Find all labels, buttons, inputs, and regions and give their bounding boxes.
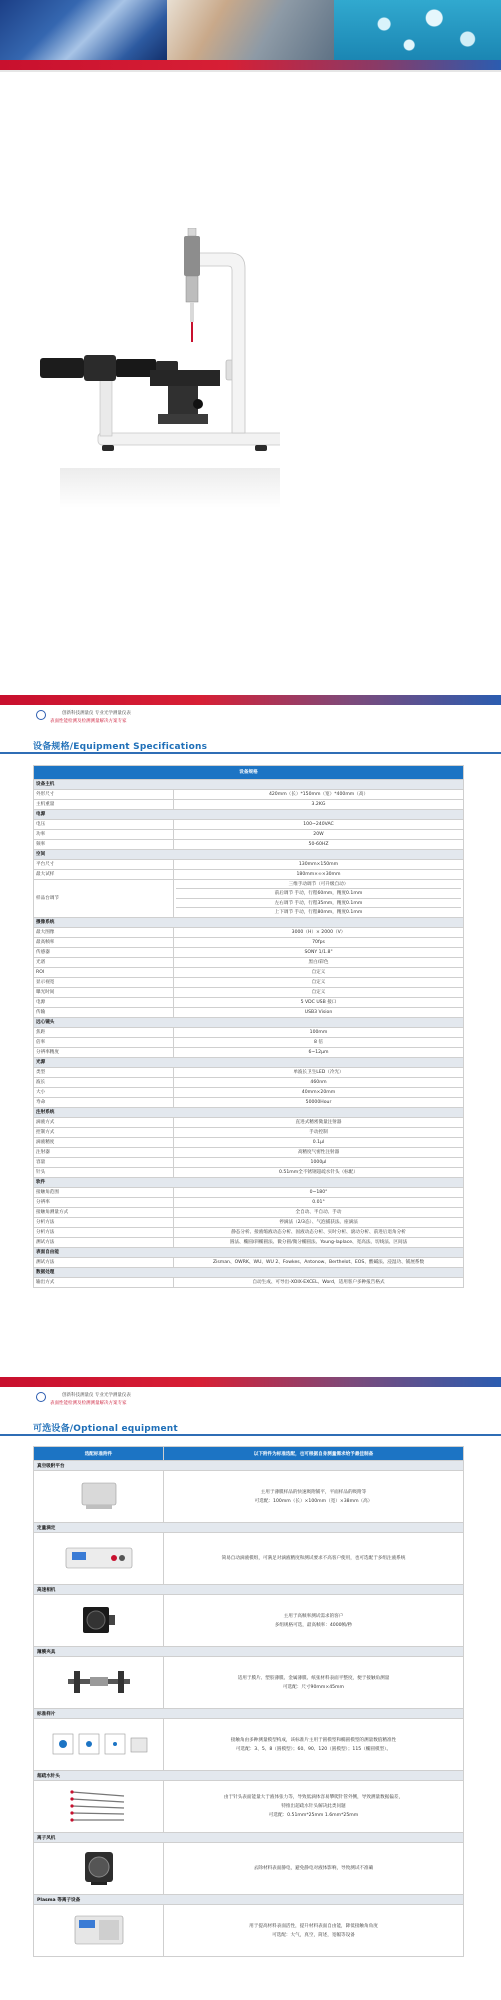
optional-item-name: 超疏水针头 [34, 1771, 464, 1781]
optional-item-description: 可选配：100mm（长）×100mm（宽）×38mm（高） [254, 1498, 373, 1504]
spec-value-line: 三维手动调节（可升级自动） [176, 880, 461, 889]
banner-lab-image [167, 0, 334, 60]
spec-row [34, 1238, 464, 1248]
optional-item-description: 可选配：大气，真空，简述，宽幅等设备 [272, 1932, 355, 1938]
spec-value: 高精度气密性注射器 [174, 1148, 464, 1158]
optional-category-row [34, 1709, 464, 1719]
banner-circuit-image [0, 0, 167, 60]
spec-key: 传感器 [34, 948, 174, 958]
optional-category-row [34, 1523, 464, 1533]
optional-item-name: 高速相机 [34, 1585, 464, 1595]
optional-section-band [0, 1377, 501, 1387]
spec-key: 样品台调节 [34, 880, 174, 918]
spec-row [34, 1148, 464, 1158]
spec-row [34, 948, 464, 958]
equipment-thumbnail [79, 1603, 119, 1639]
optional-item-image [34, 1843, 164, 1895]
spec-key: 主机重量 [34, 800, 174, 810]
spec-row [34, 830, 464, 840]
spec-value: 180mm×∞×30mm [174, 870, 464, 880]
optional-item-description: 可选配：0.51mm*25mm 1.6mm*25mm [268, 1813, 359, 1818]
spec-key: 分辨率 [34, 1198, 174, 1208]
spec-row [34, 1228, 464, 1238]
spec-row [34, 1128, 464, 1138]
spec-value: 130mm×150mm [174, 860, 464, 870]
spec-value: 0~180° [174, 1188, 464, 1198]
spec-value: 5 VDC USB 接口 [174, 998, 464, 1008]
spec-row [34, 1138, 464, 1148]
spec-row [34, 1258, 464, 1268]
spec-row [34, 928, 464, 938]
spec-value: 自定义 [174, 988, 464, 998]
spec-value: 3.2KG [174, 800, 464, 810]
spec-value: 1000μl [174, 1158, 464, 1168]
optional-item-row [34, 1657, 464, 1709]
spec-value: 100~240VAC [174, 820, 464, 830]
spec-row [34, 840, 464, 850]
spec-key: 大小 [34, 1088, 174, 1098]
spec-category-row [34, 1248, 464, 1258]
spec-key: 功率 [34, 830, 174, 840]
spec-row [34, 988, 464, 998]
spec-value: 100mm [174, 1028, 464, 1038]
spec-category-label: 摄像系统 [34, 918, 464, 928]
optional-item-image [34, 1471, 164, 1523]
spec-row [34, 1168, 464, 1178]
optional-item-row [34, 1781, 464, 1833]
optional-item-image [34, 1595, 164, 1647]
spec-key: 电源 [34, 998, 174, 1008]
equipment-thumbnail [64, 1786, 134, 1828]
spec-category-row [34, 850, 464, 860]
spec-category-label: 电源 [34, 810, 464, 820]
instrument-reflection [60, 468, 280, 508]
equipment-thumbnail [76, 1481, 122, 1513]
spec-row [34, 1008, 464, 1018]
spec-value: 自定义 [174, 968, 464, 978]
optional-item-row [34, 1719, 464, 1771]
optional-item-name: 薄膜夹具 [34, 1647, 464, 1657]
spec-key: 接触角测量方式 [34, 1208, 174, 1218]
spec-row [34, 1158, 464, 1168]
spec-key: 光谱 [34, 958, 174, 968]
spec-value: 40mm×20mm [174, 1088, 464, 1098]
spec-category-row [34, 810, 464, 820]
spec-value: 静态分析、接液缩液动态分析、固液动态分析、实时分析、滚动分析、前进后退角分析 [174, 1228, 464, 1238]
spec-key: 滴液方式 [34, 1118, 174, 1128]
optional-section-title: 可选设备/Optional equipment [33, 1424, 178, 1434]
spec-value: 420mm（长）*150mm（宽）*400mm（高） [174, 790, 464, 800]
spec-key: 输出方式 [34, 1278, 174, 1288]
spec-key: 注射器 [34, 1148, 174, 1158]
spec-row [34, 1088, 464, 1098]
optional-item-image [34, 1657, 164, 1709]
spec-value: 直进式精密微量注射器 [174, 1118, 464, 1128]
spec-value: SONY 1/1.8" [174, 948, 464, 958]
spec-value: 70fps [174, 938, 464, 948]
equipment-thumbnail [49, 1730, 149, 1760]
spec-category-label: 数据处理 [34, 1268, 464, 1278]
spec-key: 焦距 [34, 1028, 174, 1038]
spec-key: 容量 [34, 1158, 174, 1168]
spec-row [34, 958, 464, 968]
spec-row [34, 938, 464, 948]
spec-row [34, 1198, 464, 1208]
equipment-thumbnail [64, 1544, 134, 1574]
optional-item-description: 可选配：3、5、8（圆模型）；60、90、120（圆模型）；115（椭圆模型）。 [235, 1746, 392, 1752]
spec-category-label: 光源 [34, 1058, 464, 1068]
spec-row [34, 1188, 464, 1198]
brand-logo-icon [36, 710, 46, 720]
banner-red-stripe [0, 60, 501, 70]
spec-category-row [34, 1058, 464, 1068]
optional-item-description: 用于提高材料表面活性，提升材料表面自由能，降低接触角角度 [249, 1923, 378, 1929]
optional-item-description: 接触角由多种测量模型构成，该标准片主用于圆模型和椭圆模型的测量数值精准性 [230, 1737, 397, 1743]
optional-item-description: 适用于膜片、塑胶薄膜、金属薄膜、纸张材料表面平整度，便于接触角测量 [237, 1675, 390, 1681]
equipment-thumbnail [64, 1667, 134, 1699]
spec-row [34, 800, 464, 810]
optional-item-description: 由于针头表面能量大于液体张力等，导致低滴体容易攀爬针管外侧，导致测量数据偏差， [223, 1795, 404, 1800]
optional-item-description: 去除材料表面静电，避免静电对液体影响，导致测试不准确 [253, 1866, 374, 1871]
spec-category-row [34, 780, 464, 790]
spec-category-label: 远心镜头 [34, 1018, 464, 1028]
spec-key: 寿命 [34, 1098, 174, 1108]
optional-item-name: 离子风机 [34, 1833, 464, 1843]
spec-value: 停滴法（2/3态）、气泡捕获法、座滴法 [174, 1218, 464, 1228]
spec-row [34, 968, 464, 978]
spec-row [34, 1278, 464, 1288]
spec-value: 3000（H）× 2000（V） [174, 928, 464, 938]
spec-key: ROI [34, 968, 174, 978]
optional-item-description: 主用于高帧率测试需求的客户 [283, 1613, 344, 1619]
spec-row [34, 1028, 464, 1038]
optional-item-description: 简易自动滴液模组，可满足对滴液精度和测试要求不高客户使用，也可选配于多组注液系统 [221, 1556, 406, 1561]
spec-value-line: 左右调节 手动，行程35mm，精度0.1mm [176, 899, 461, 908]
spec-row [34, 978, 464, 988]
optional-item-name: 标准样片 [34, 1709, 464, 1719]
spec-category-row [34, 1268, 464, 1278]
spec-category-row [34, 1018, 464, 1028]
optional-item-row [34, 1595, 464, 1647]
spec-row [34, 820, 464, 830]
spec-value: 手动控制 [174, 1128, 464, 1138]
spec-category-label: 空间 [34, 850, 464, 860]
spec-value: 50000Hour [174, 1098, 464, 1108]
optional-category-row [34, 1461, 464, 1471]
optional-item-row [34, 1471, 464, 1523]
optional-item-description: 多组规格可选，最高帧率：4000帧/秒 [274, 1622, 353, 1628]
spec-key: 电压 [34, 820, 174, 830]
spec-row [34, 1048, 464, 1058]
spec-key: 显示视宽 [34, 978, 174, 988]
spec-key: 波长 [34, 1078, 174, 1088]
banner-droplets-image [334, 0, 501, 60]
brand-tagline: 表面性能检测及检测测量解决方案专家 [50, 1401, 127, 1406]
spec-value: 20W [174, 830, 464, 840]
optional-item-row [34, 1533, 464, 1585]
spec-value: USB3 Vision [174, 1008, 464, 1018]
spec-category-label: 表面自由能 [34, 1248, 464, 1258]
spec-key: 最大试样 [34, 870, 174, 880]
spec-value: 0.01° [174, 1198, 464, 1208]
optional-item-image [34, 1905, 164, 1957]
spec-key: 控制方式 [34, 1128, 174, 1138]
optional-item-name: 真空吸附平台 [34, 1461, 464, 1471]
spec-value-line: 前后调节 手动，行程60mm，精度0.1mm [176, 889, 461, 898]
spec-key: 测试方法 [34, 1238, 174, 1248]
optional-equipment-table [33, 1446, 464, 1957]
spec-row [34, 1218, 464, 1228]
top-banner [0, 0, 501, 75]
spec-key: 分析方法 [34, 1218, 174, 1228]
optional-category-row [34, 1895, 464, 1905]
specs-table [33, 765, 464, 1288]
spec-key: 最高帧率 [34, 938, 174, 948]
spec-row [34, 1118, 464, 1128]
spec-key: 曝光时间 [34, 988, 174, 998]
optional-category-row [34, 1647, 464, 1657]
optional-item-description: 主用于薄膜样品的快速吸附铺平，平面样品的吸附等 [260, 1489, 367, 1495]
spec-row [34, 870, 464, 880]
optional-table-header: 选配标准附件 以下附件为标准选配，也可根据自身测量需求给予最佳制备 [34, 1447, 464, 1461]
spec-row-stage [34, 880, 464, 918]
spec-category-row [34, 1178, 464, 1188]
spec-category-label: 注射系统 [34, 1108, 464, 1118]
spec-row [34, 998, 464, 1008]
contact-angle-instrument-image [40, 228, 280, 488]
optional-item-image [34, 1533, 164, 1585]
spec-row [34, 1078, 464, 1088]
brand-logo-icon [36, 1392, 46, 1402]
spec-value: 8 倍 [174, 1038, 464, 1048]
spec-row [34, 1038, 464, 1048]
spec-value: 6~12μm [174, 1048, 464, 1058]
spec-value: 460nm [174, 1078, 464, 1088]
spec-row [34, 860, 464, 870]
spec-value: 全自动、半自动、手动 [174, 1208, 464, 1218]
optional-item-name: Plasma 等离子设备 [34, 1895, 464, 1905]
spec-category-label: 软件 [34, 1178, 464, 1188]
optional-item-description: 特推出超疏水针头解决此类问题 [281, 1804, 346, 1809]
spec-key: 接触角范围 [34, 1188, 174, 1198]
spec-value: 圆法、椭圆/斜椭圆法、微分圆/微分椭圆法、Young-laplace、宽高法、切线法、区间法 [174, 1238, 464, 1248]
optional-item-description: 可选配：尺寸90mm×45mm [282, 1684, 344, 1690]
spec-value: 黑白/彩色 [174, 958, 464, 968]
spec-key: 倍率 [34, 1038, 174, 1048]
optional-category-row [34, 1585, 464, 1595]
spec-row [34, 1208, 464, 1218]
spec-value-line: 上下调节 手动，行程80mm，精度0.1mm [274, 909, 363, 915]
specs-table-header: 设备规格 [34, 766, 464, 780]
optional-item-image [34, 1781, 164, 1833]
spec-key: 测试方法 [34, 1258, 174, 1268]
brand-tagline: 表面性能检测及检测测量解决方案专家 [50, 719, 127, 724]
spec-row [34, 1098, 464, 1108]
equipment-thumbnail [69, 1912, 129, 1950]
spec-category-row [34, 918, 464, 928]
optional-item-name: 定量滴定 [34, 1523, 464, 1533]
spec-key: 传输 [34, 1008, 174, 1018]
brand-slogan: 创新科技测量仪 专业光学测量仪表 [62, 711, 131, 716]
spec-value: 0.51mm全不锈钢超疏水针头（标配） [174, 1168, 464, 1178]
spec-row [34, 790, 464, 800]
spec-key: 针头 [34, 1168, 174, 1178]
spec-value: 自动生成、可导出-XOIX-EXCEL、Word，适用客户多种报告格式 [174, 1278, 464, 1288]
spec-value: 50-60HZ [174, 840, 464, 850]
optional-category-row [34, 1833, 464, 1843]
brand-slogan: 创新科技测量仪 专业光学测量仪表 [62, 1393, 131, 1398]
spec-key: 最大图像 [34, 928, 174, 938]
spec-value: Zisman、OWRK、WU、WU 2、Fowkes、Antonow、Berthelot、EOS、酸碱法、浸湿功、铺展系数 [174, 1258, 464, 1268]
spec-key: 分析方法 [34, 1228, 174, 1238]
equipment-thumbnail [79, 1850, 119, 1888]
spec-value: 单波长卫生LED（冷光） [174, 1068, 464, 1078]
optional-item-image [34, 1719, 164, 1771]
spec-category-row [34, 1108, 464, 1118]
spec-category-label: 设备主机 [34, 780, 464, 790]
specs-section-title: 设备规格/Equipment Specifications [33, 742, 208, 752]
spec-row [34, 1068, 464, 1078]
spec-key: 频率 [34, 840, 174, 850]
spec-value: 0.1μl [174, 1138, 464, 1148]
specs-section-band [0, 695, 501, 705]
optional-category-row [34, 1771, 464, 1781]
spec-key: 分辨率精度 [34, 1048, 174, 1058]
spec-key: 滴液精度 [34, 1138, 174, 1148]
optional-item-row [34, 1905, 464, 1957]
spec-key: 外形尺寸 [34, 790, 174, 800]
spec-key: 类型 [34, 1068, 174, 1078]
optional-item-row [34, 1843, 464, 1895]
spec-value: 自定义 [174, 978, 464, 988]
spec-key: 平台尺寸 [34, 860, 174, 870]
